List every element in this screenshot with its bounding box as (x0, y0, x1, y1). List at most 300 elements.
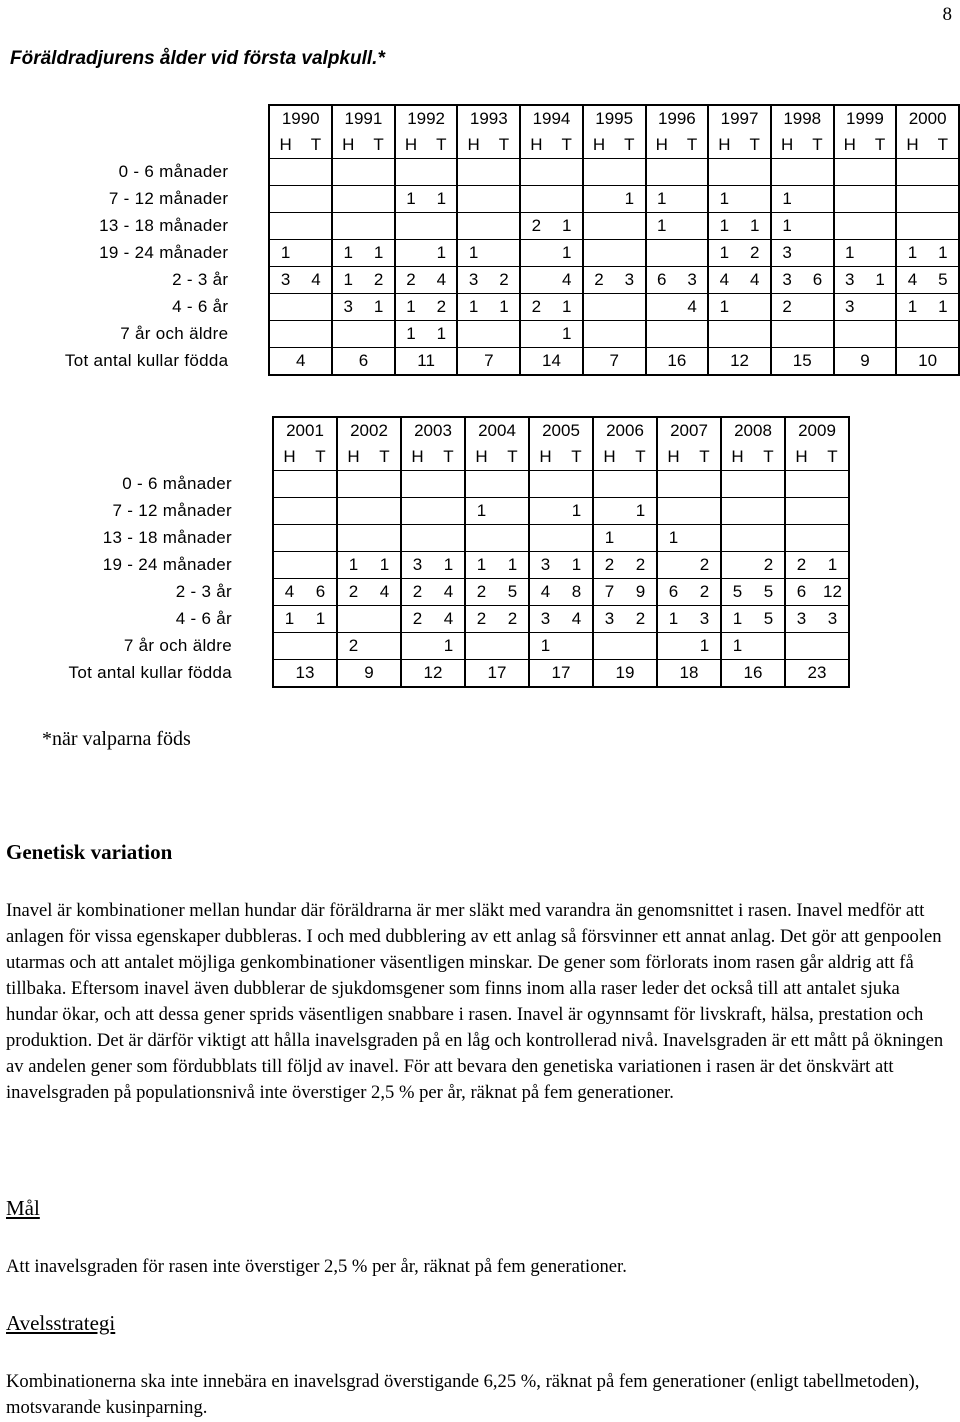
table-cell (865, 213, 896, 240)
table-cell (614, 159, 645, 186)
table-cell: 1 (593, 525, 625, 552)
table-cell (583, 186, 614, 213)
table-cell (529, 471, 561, 498)
table-cell (465, 471, 497, 498)
table-cell: 1 (489, 294, 520, 321)
table-cell: 1 (552, 213, 583, 240)
table-cell (817, 471, 849, 498)
sex-header: H (401, 444, 433, 471)
table-cell (896, 321, 927, 348)
table-cell: 3 (834, 267, 865, 294)
table-cell: 1 (269, 240, 300, 267)
table-cell: 1 (646, 213, 677, 240)
table-cell: 2 (337, 579, 369, 606)
table-row (2, 525, 849, 552)
table-cell: 4 (273, 579, 305, 606)
year-header: 1997 (708, 105, 771, 132)
table-cell: 1 (363, 240, 394, 267)
table-cell (401, 471, 433, 498)
table-cell: 1 (497, 552, 529, 579)
total-value: 6 (332, 348, 395, 376)
table-cell: 2 (489, 267, 520, 294)
totals-row (2, 660, 849, 688)
table-cell (802, 159, 833, 186)
table-cell: 4 (896, 267, 927, 294)
table-cell (657, 552, 689, 579)
table-cell (753, 525, 785, 552)
table-cell (489, 213, 520, 240)
row-label: 7 år och äldre (120, 324, 229, 343)
table-cell (740, 294, 771, 321)
table-cell (865, 186, 896, 213)
sex-header: H (520, 132, 551, 159)
table-cell (593, 471, 625, 498)
table-cell (369, 471, 401, 498)
table-cell (433, 471, 465, 498)
table-cell (465, 633, 497, 660)
table-cell (583, 321, 614, 348)
table-cell: 1 (273, 606, 305, 633)
table-cell (497, 525, 529, 552)
year-header: 1993 (457, 105, 520, 132)
table-row (2, 606, 849, 633)
table-cell (834, 213, 865, 240)
table-cell (497, 633, 529, 660)
table-cell (269, 159, 300, 186)
table-row (2, 471, 849, 498)
table-cell (269, 321, 300, 348)
table-cell (614, 294, 645, 321)
sex-header: T (301, 132, 332, 159)
table-cell (561, 525, 593, 552)
table-cell: 2 (426, 294, 457, 321)
table-cell: 2 (771, 294, 802, 321)
table-cell (497, 498, 529, 525)
table-title: Föräldradjurens ålder vid första valpkull.* (10, 48, 385, 69)
table-cell: 1 (708, 294, 739, 321)
sex-header: H (721, 444, 753, 471)
table-cell (657, 498, 689, 525)
table-cell: 7 (593, 579, 625, 606)
year-header: 2006 (593, 417, 657, 444)
row-label: 13 - 18 månader (99, 216, 229, 235)
subheading-breeding-strategy: Avelsstrategi (6, 1311, 116, 1335)
totals-label: Tot antal kullar födda (64, 351, 229, 371)
table-cell (817, 633, 849, 660)
table-cell (305, 525, 337, 552)
year-header: 1998 (771, 105, 834, 132)
year-header: 1996 (646, 105, 709, 132)
table-cell (497, 471, 529, 498)
table-cell (896, 213, 927, 240)
table-cell (301, 294, 332, 321)
total-value: 15 (771, 348, 834, 376)
table-cell (332, 159, 363, 186)
table-cell: 1 (395, 294, 426, 321)
table-cell: 2 (520, 294, 551, 321)
total-value: 17 (529, 660, 593, 688)
table-cell (928, 159, 959, 186)
sex-header: H (708, 132, 739, 159)
table-cell (401, 525, 433, 552)
table-cell (802, 240, 833, 267)
parent-age-table-1990-2000 (2, 104, 960, 376)
sex-header: T (497, 444, 529, 471)
table-cell (865, 294, 896, 321)
table-cell (593, 633, 625, 660)
table-cell (896, 186, 927, 213)
table-cell: 2 (593, 552, 625, 579)
table-row (2, 294, 959, 321)
year-header: 1999 (834, 105, 897, 132)
table-cell (740, 159, 771, 186)
table-cell (646, 159, 677, 186)
table-cell (520, 159, 551, 186)
row-label: 19 - 24 månader (99, 243, 229, 262)
year-header: 2007 (657, 417, 721, 444)
table-cell: 3 (614, 267, 645, 294)
row-label-spacer (2, 444, 273, 471)
table-cell: 2 (583, 267, 614, 294)
table-cell: 3 (529, 606, 561, 633)
table-cell: 2 (401, 579, 433, 606)
table-cell: 3 (771, 240, 802, 267)
table-cell (369, 606, 401, 633)
table-cell (457, 186, 488, 213)
table-cell (273, 552, 305, 579)
sex-header: T (614, 132, 645, 159)
table-cell (401, 633, 433, 660)
table-cell: 1 (740, 213, 771, 240)
table-cell (785, 525, 817, 552)
subheading-goal: Mål (6, 1196, 40, 1220)
table-row (2, 579, 849, 606)
table-cell: 1 (834, 240, 865, 267)
footnote: *när valparna föds (42, 728, 191, 750)
table-cell: 3 (401, 552, 433, 579)
sex-header: T (305, 444, 337, 471)
table-cell (677, 159, 708, 186)
table-cell (753, 471, 785, 498)
table-cell (301, 240, 332, 267)
table-cell (646, 321, 677, 348)
parent-age-table-2001-2009 (2, 416, 850, 688)
table-cell (740, 186, 771, 213)
table-cell (332, 186, 363, 213)
table-cell (529, 498, 561, 525)
table-cell: 2 (465, 579, 497, 606)
table-cell (520, 186, 551, 213)
table-cell (677, 213, 708, 240)
table-cell (834, 159, 865, 186)
table-cell (583, 240, 614, 267)
table-cell: 6 (305, 579, 337, 606)
table-cell: 3 (529, 552, 561, 579)
table-cell (817, 525, 849, 552)
table-cell (677, 321, 708, 348)
row-label: 2 - 3 år (175, 582, 232, 601)
table-cell: 1 (625, 498, 657, 525)
row-label-spacer (2, 417, 273, 444)
table-row (2, 159, 959, 186)
table-cell (395, 213, 426, 240)
sex-header: H (332, 132, 363, 159)
sex-header-row (2, 444, 849, 471)
table-cell (489, 186, 520, 213)
table-cell (489, 321, 520, 348)
year-header: 2008 (721, 417, 785, 444)
sex-header: T (865, 132, 896, 159)
table-cell (817, 498, 849, 525)
table-cell (561, 471, 593, 498)
row-label: 4 - 6 år (172, 297, 229, 316)
table-cell (457, 213, 488, 240)
paragraph-inbreeding: Inavel är kombinationer mellan hundar där föräldrarna är mer släkt med varandra än genomsnittet i rasen. Inavel medför att anlagen för vissa egenskaper dubbleras. I och med dubblering av ett anlag så försvinner ett annat anlag. Det gör att genpoolen utarmas och att antalet möjliga genkombinationer väsentligen minskar. De gener som förlorats inom rasen går aldrig att få tillbaka. Eftersom inavel även dubblerar de sjukdomsgener som finns inom alla raser leder det också till att antalet sjuka hundar ökar, och att dessa gener sprids väsentligen snabbare i rasen. Inavel är ogynnsamt för livskraft, hälsa, prestation och produktion. Det är därför viktigt att hålla inavelsgraden på en låg och kontrollerad nivå. Inavelsgraden är ett mått på ökningen av andelen gener som fördubblats till följd av inavel. För att bevara den genetiska variationen i rasen är det önskvärt att inavelsgraden på populationsnivå inte överstiger 2,5 % per år, räknat på fem generationer. (6, 900, 944, 1103)
table-cell (363, 321, 394, 348)
year-header: 2000 (896, 105, 959, 132)
table-cell: 2 (689, 552, 721, 579)
year-header: 1992 (395, 105, 458, 132)
table-cell: 1 (395, 186, 426, 213)
table-cell: 4 (561, 606, 593, 633)
table-cell (834, 186, 865, 213)
table-cell (301, 186, 332, 213)
year-header: 2009 (785, 417, 849, 444)
table-cell (520, 267, 551, 294)
table-cell (363, 213, 394, 240)
table-cell: 1 (928, 294, 959, 321)
table-cell: 3 (771, 267, 802, 294)
table-cell (433, 525, 465, 552)
table-cell (834, 321, 865, 348)
table-cell: 5 (753, 606, 785, 633)
table-cell (928, 186, 959, 213)
table-cell (301, 321, 332, 348)
table-cell (657, 471, 689, 498)
table-cell (529, 525, 561, 552)
year-header: 2002 (337, 417, 401, 444)
table-cell (426, 213, 457, 240)
table-cell (305, 552, 337, 579)
table-cell: 3 (834, 294, 865, 321)
table-cell (928, 321, 959, 348)
table-cell (401, 498, 433, 525)
table-cell: 6 (646, 267, 677, 294)
total-value: 11 (395, 348, 458, 376)
year-header: 1995 (583, 105, 646, 132)
table-cell (301, 159, 332, 186)
table-cell: 1 (708, 213, 739, 240)
table-cell (269, 186, 300, 213)
table-cell (305, 498, 337, 525)
table-cell: 3 (457, 267, 488, 294)
table-cell: 4 (708, 267, 739, 294)
sex-header: T (433, 444, 465, 471)
table-cell: 1 (561, 552, 593, 579)
table-cell (625, 471, 657, 498)
table-cell: 1 (426, 240, 457, 267)
sex-header: T (928, 132, 959, 159)
sex-header: T (740, 132, 771, 159)
sex-header: T (426, 132, 457, 159)
year-header: 2005 (529, 417, 593, 444)
total-value: 18 (657, 660, 721, 688)
table-cell (708, 321, 739, 348)
year-header: 1994 (520, 105, 583, 132)
table-cell (740, 321, 771, 348)
table-cell (520, 321, 551, 348)
table-cell (802, 186, 833, 213)
table-cell (489, 240, 520, 267)
sex-header: H (896, 132, 927, 159)
table-cell: 2 (753, 552, 785, 579)
year-header: 1990 (269, 105, 332, 132)
table-cell (689, 498, 721, 525)
table-cell (337, 525, 369, 552)
sex-header: T (753, 444, 785, 471)
table-cell: 1 (465, 552, 497, 579)
sex-header: H (457, 132, 488, 159)
table-cell: 2 (363, 267, 394, 294)
table-cell (520, 240, 551, 267)
table-cell: 6 (802, 267, 833, 294)
table-row (2, 213, 959, 240)
sex-header-row (2, 132, 959, 159)
section-heading-genetic-variation: Genetisk variation (6, 840, 173, 864)
sex-header: H (465, 444, 497, 471)
row-label: 4 - 6 år (175, 609, 232, 628)
table-cell: 1 (771, 186, 802, 213)
sex-header: T (802, 132, 833, 159)
table-cell: 1 (721, 606, 753, 633)
sex-header: T (489, 132, 520, 159)
table-cell (689, 525, 721, 552)
total-value: 4 (269, 348, 332, 376)
table-cell: 6 (785, 579, 817, 606)
table-cell (369, 525, 401, 552)
table-cell (273, 471, 305, 498)
table-cell (614, 213, 645, 240)
table-cell: 2 (395, 267, 426, 294)
table-cell (689, 471, 721, 498)
total-value: 19 (593, 660, 657, 688)
table-cell: 3 (689, 606, 721, 633)
sex-header: T (561, 444, 593, 471)
table-cell (583, 294, 614, 321)
table-cell (785, 633, 817, 660)
table-cell (802, 294, 833, 321)
sex-header: H (646, 132, 677, 159)
table-cell: 3 (593, 606, 625, 633)
table-cell: 5 (721, 579, 753, 606)
table-cell: 1 (332, 240, 363, 267)
table-cell: 1 (457, 240, 488, 267)
total-value: 14 (520, 348, 583, 376)
table-cell (332, 321, 363, 348)
table-cell (771, 159, 802, 186)
table-cell: 4 (433, 579, 465, 606)
year-header-row (2, 417, 849, 444)
table-cell: 1 (433, 552, 465, 579)
table-cell (305, 471, 337, 498)
table-cell: 1 (896, 240, 927, 267)
table-cell (363, 186, 394, 213)
table-cell: 1 (721, 633, 753, 660)
table-cell: 1 (332, 267, 363, 294)
total-value: 7 (457, 348, 520, 376)
table-cell (583, 159, 614, 186)
table-cell: 1 (426, 321, 457, 348)
table-cell (614, 240, 645, 267)
table-cell (865, 159, 896, 186)
table-cell (363, 159, 394, 186)
table-cell: 1 (337, 552, 369, 579)
table-cell: 4 (433, 606, 465, 633)
table-cell (625, 525, 657, 552)
table-cell: 1 (689, 633, 721, 660)
table-cell: 4 (740, 267, 771, 294)
sex-header: H (771, 132, 802, 159)
table-row (2, 267, 959, 294)
table-cell (708, 159, 739, 186)
table-cell: 5 (753, 579, 785, 606)
table-cell (646, 294, 677, 321)
row-label: 19 - 24 månader (102, 555, 232, 574)
table-cell (614, 321, 645, 348)
table-cell (433, 498, 465, 525)
table-cell (301, 213, 332, 240)
table-cell: 2 (401, 606, 433, 633)
table-cell: 4 (369, 579, 401, 606)
table-cell (332, 213, 363, 240)
table-cell (465, 525, 497, 552)
table-cell (677, 240, 708, 267)
table-cell: 1 (552, 294, 583, 321)
table-row (2, 633, 849, 660)
table-cell: 2 (497, 606, 529, 633)
total-value: 12 (401, 660, 465, 688)
table-cell: 1 (646, 186, 677, 213)
year-header: 2004 (465, 417, 529, 444)
table-cell: 2 (465, 606, 497, 633)
table-cell: 2 (625, 552, 657, 579)
table-cell: 3 (817, 606, 849, 633)
sex-header: H (834, 132, 865, 159)
table-cell (753, 633, 785, 660)
page-number: 8 (942, 4, 952, 25)
table-cell: 4 (677, 294, 708, 321)
paragraph-goal: Att inavelsgraden för rasen inte överstiger 2,5 % per år, räknat på fem generationer. (6, 1256, 627, 1277)
row-label: 13 - 18 månader (102, 528, 232, 547)
total-value: 16 (646, 348, 709, 376)
table-cell: 4 (301, 267, 332, 294)
sex-header: T (363, 132, 394, 159)
table-cell (583, 213, 614, 240)
table-cell: 1 (708, 186, 739, 213)
table-cell (369, 498, 401, 525)
table-cell (646, 240, 677, 267)
table-cell (896, 159, 927, 186)
sex-header: T (625, 444, 657, 471)
table-cell (337, 471, 369, 498)
table-cell: 3 (269, 267, 300, 294)
table-cell: 1 (708, 240, 739, 267)
total-value: 17 (465, 660, 529, 688)
sex-header: H (583, 132, 614, 159)
table-cell (802, 213, 833, 240)
table-cell (561, 633, 593, 660)
year-header: 2003 (401, 417, 465, 444)
